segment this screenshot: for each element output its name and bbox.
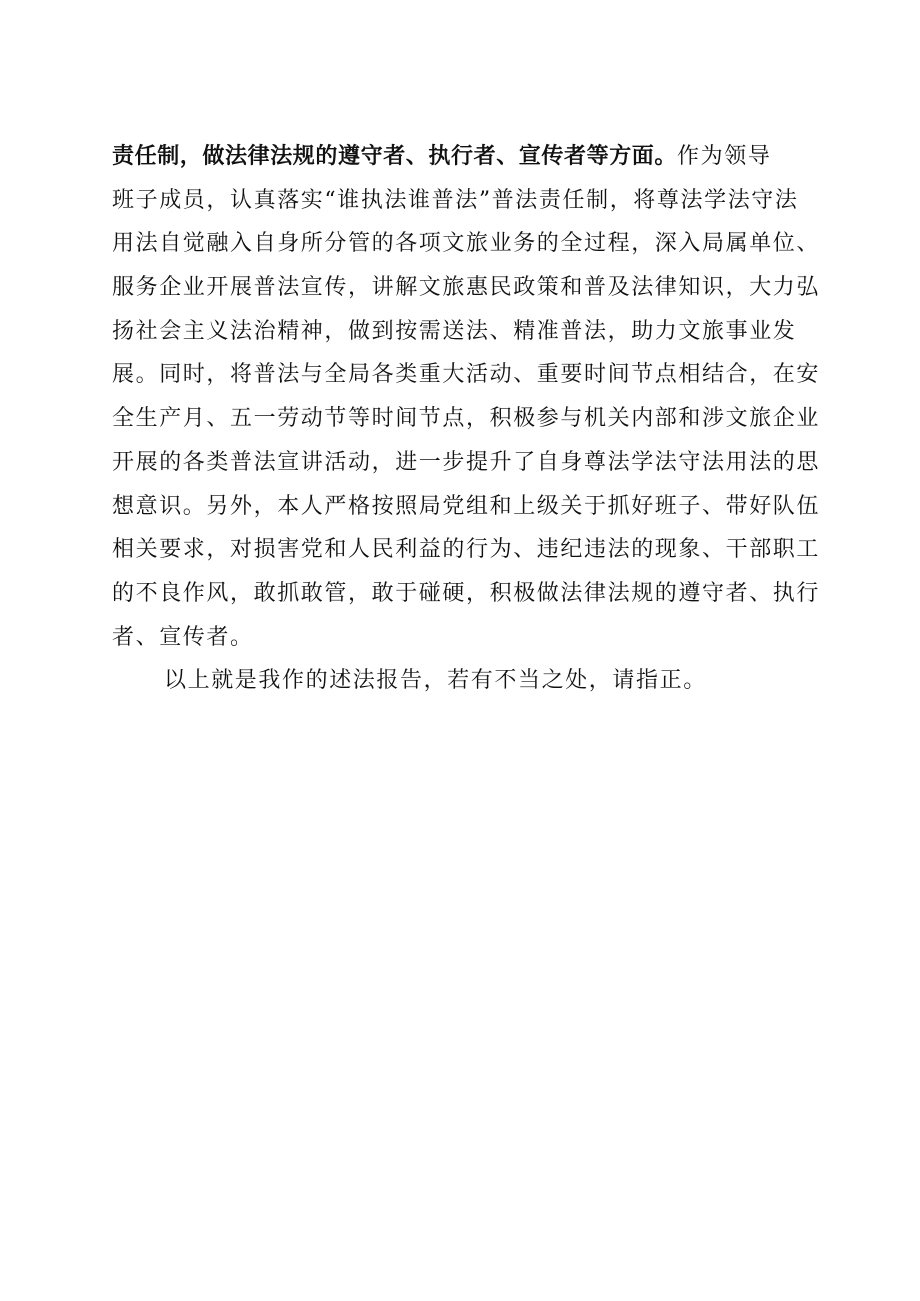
paragraph-line-7: 全生产月、五一劳动节等时间节点，积极参与机关内部和涉文旅企业 (112, 406, 821, 432)
paragraph-line-4: 服务企业开展普法宣传，讲解文旅惠民政策和普及法律知识，大力弘 (112, 275, 821, 301)
paragraph-line-12: 者、宣传者。 (112, 624, 254, 650)
paragraph-text: 作为领导 (677, 144, 772, 169)
paragraph-line-1 (112, 135, 812, 179)
paragraph-line-8: 开展的各类普法宣讲活动，进一步提升了自身尊法学法守法用法的思 (112, 449, 821, 475)
paragraph-line-6: 展。同时，将普法与全局各类重大活动、重要时间节点相结合，在安 (112, 362, 821, 388)
bold-heading-text: 责任制，做法律法规的遵守者、执行者、宣传者等方面。 (112, 144, 678, 169)
paragraph-line-3: 用法自觉融入自身所分管的各项文旅业务的全过程，深入局属单位、 (112, 231, 821, 257)
paragraph-line-5: 扬社会主义法治精神，做到按需送法、精准普法，助力文旅事业发 (112, 318, 797, 344)
paragraph-line-10: 相关要求，对损害党和人民利益的行为、违纪违法的现象、干部职工 (112, 537, 821, 563)
paragraph-line-2: 班子成员，认真落实“谁执法谁普法”普法责任制，将尊法学法守法 (112, 187, 799, 213)
closing-paragraph: 以上就是我作的述法报告，若有不当之处，请指正。 (164, 668, 707, 694)
paragraph-line-11: 的不良作风，敢抓敢管，敢于碰硬，积极做法律法规的遵守者、执行 (112, 580, 821, 606)
paragraph-line-9: 想意识。另外，本人严格按照局党组和上级关于抓好班子、带好队伍 (112, 493, 821, 519)
report-body (112, 135, 821, 703)
